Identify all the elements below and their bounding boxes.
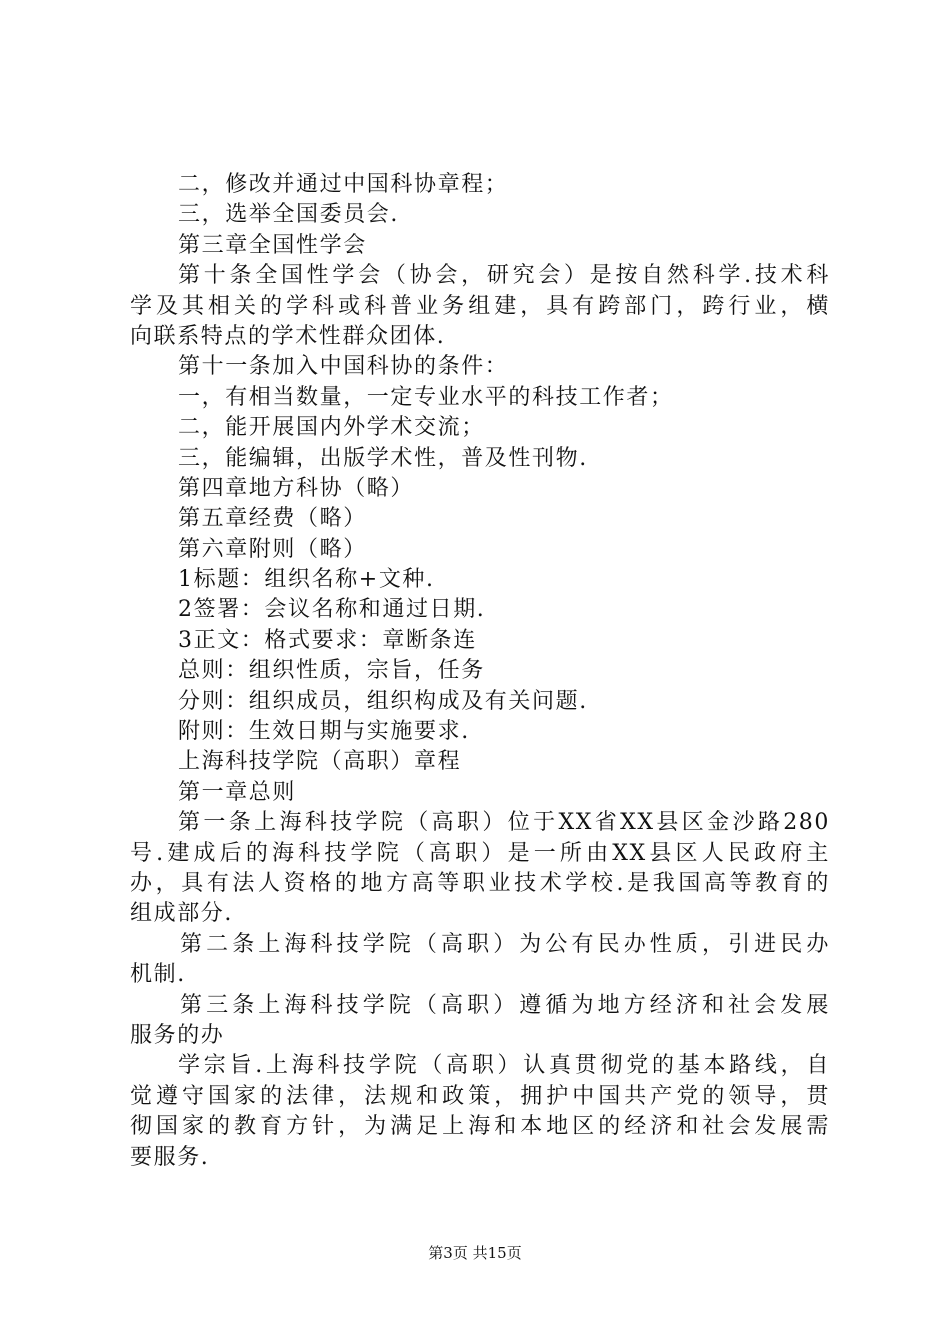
section-heading: 第四章地方科协（略） bbox=[178, 475, 415, 501]
document-title: 上海科技学院（高职）章程 bbox=[178, 749, 462, 775]
text-line: 三，能编辑，出版学术性，普及性刊物. bbox=[178, 445, 588, 471]
text-line: 二，能开展国内外学术交流； bbox=[178, 415, 485, 441]
text-line: 彻国家的教育方针，为满足上海和本地区的经济和社会发展需 bbox=[130, 1114, 830, 1140]
document-body bbox=[130, 170, 830, 1173]
text-line: 觉遵守国家的法律，法规和政策，拥护中国共产党的领导，贯 bbox=[130, 1083, 830, 1109]
text-line: 办，具有法人资格的地方高等职业技术学校.是我国高等教育的 bbox=[130, 870, 830, 896]
text-line: 服务的办 bbox=[130, 1022, 225, 1048]
text-line: 3正文：格式要求：章断条连 bbox=[178, 627, 477, 653]
text-line: 第十条全国性学会（协会，研究会）是按自然科学.技术科 bbox=[178, 263, 830, 289]
text-line: 向联系特点的学术性群众团体. bbox=[130, 323, 446, 349]
section-heading: 第一章总则 bbox=[178, 779, 297, 805]
text-line: 第二条上海科技学院（高职）为公有民办性质，引进民办 bbox=[180, 931, 830, 957]
text-line: 机制. bbox=[130, 962, 186, 988]
text-line: 第十一条加入中国科协的条件： bbox=[178, 354, 509, 380]
text-line: 第三条上海科技学院（高职）遵循为地方经济和社会发展 bbox=[180, 992, 830, 1018]
text-line: 附则：生效日期与实施要求. bbox=[178, 719, 470, 745]
section-heading: 第五章经费（略） bbox=[178, 506, 367, 532]
text-line: 要服务. bbox=[130, 1144, 210, 1170]
text-line: 总则：组织性质，宗旨，任务 bbox=[178, 658, 485, 684]
text-line: 学及其相关的学科或科普业务组建，具有跨部门，跨行业，横 bbox=[130, 293, 830, 319]
text-line: 2签署：会议名称和通过日期. bbox=[178, 597, 486, 623]
text-line: 组成部分. bbox=[130, 901, 233, 927]
text-line: 一，有相当数量，一定专业水平的科技工作者； bbox=[178, 384, 674, 410]
text-line: 二，修改并通过中国科协章程； bbox=[178, 172, 509, 197]
text-line: 第一条上海科技学院（高职）位于XX省XX县区金沙路280 bbox=[178, 810, 830, 836]
text-line: 1标题：组织名称+文种. bbox=[178, 567, 435, 593]
page-footer bbox=[0, 1243, 950, 1263]
text-line: 号.建成后的海科技学院（高职）是一所由XX县区人民政府主 bbox=[130, 840, 830, 866]
page-number: 第3页 共15页 bbox=[428, 1244, 522, 1262]
text-line: 分则：组织成员，组织构成及有关问题. bbox=[178, 688, 588, 714]
section-heading: 第三章全国性学会 bbox=[178, 232, 367, 258]
text-line: 三，选举全国委员会. bbox=[178, 202, 399, 228]
section-heading: 第六章附则（略） bbox=[178, 536, 367, 562]
text-line: 学宗旨.上海科技学院（高职）认真贯彻党的基本路线，自 bbox=[178, 1053, 830, 1079]
